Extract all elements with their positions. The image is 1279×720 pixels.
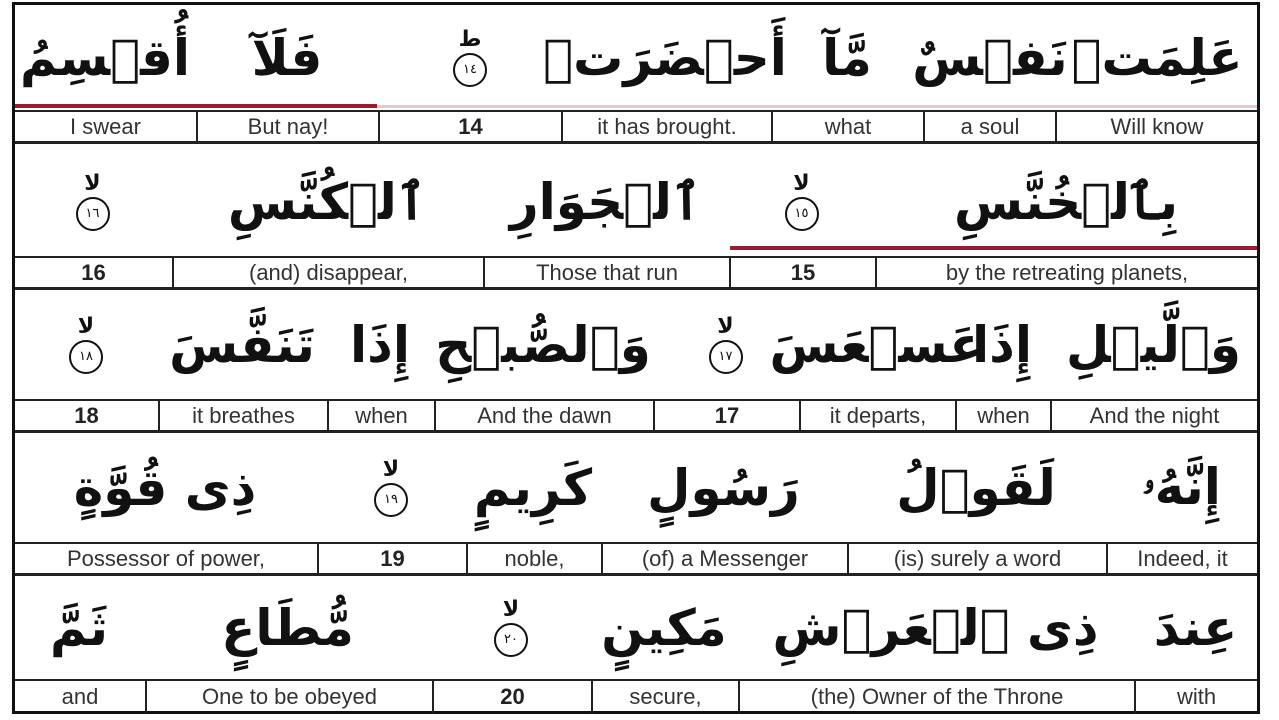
arabic-word: أُقۡسِمُ [20, 28, 190, 87]
arabic-word: إِذَا [350, 315, 410, 374]
translation-cell: secure, [591, 681, 738, 713]
arabic-word: نَفۡسٌ [912, 28, 1068, 87]
verse-number-cell: 14 [378, 112, 561, 141]
arabic-word: ذِى قُوَّةٍ [73, 458, 257, 517]
verse-number-circle: ١٥ [785, 197, 819, 231]
translation-cell: Those that run [483, 258, 729, 287]
translation-cell: But nay! [196, 112, 378, 141]
arabic-row [15, 290, 1257, 399]
verse-number-cell: 18 [74, 402, 99, 428]
quran-word-by-word-page [12, 2, 1260, 714]
translation-cell: noble, [466, 544, 601, 573]
waqf-sign: لا [77, 313, 95, 339]
verse-end-marker [380, 5, 560, 110]
verse-number-circle: ١٧ [709, 340, 743, 374]
waqf-sign: لا [84, 170, 101, 196]
arabic-word: ٱلۡجَوَارِ [509, 172, 702, 231]
translation-row [15, 542, 1257, 576]
verse-end-marker [729, 147, 874, 256]
waqf-sign: لا [382, 456, 400, 482]
translation-cell: (the) Owner of the Throne [738, 681, 1134, 713]
verse-number-circle: ٢٠ [494, 623, 528, 657]
verse-number-circle: ١٦ [76, 197, 110, 231]
arabic-row [15, 5, 1257, 110]
arabic-word: مَّآ [822, 28, 872, 87]
verse-block-1 [15, 5, 1257, 147]
verse-number-circle: ١٩ [374, 483, 408, 517]
translation-cell: And the dawn [434, 401, 653, 430]
verse-number-circle: ١٨ [69, 340, 103, 374]
translation-cell: and [61, 684, 99, 709]
red-underline [15, 104, 377, 108]
translation-cell: what [771, 112, 923, 141]
translation-cell: Will know [1055, 112, 1257, 141]
verse-end-marker [15, 290, 157, 399]
waqf-sign: ط [458, 26, 482, 52]
arabic-word: رَسُولٍ [647, 458, 800, 517]
arabic-word: إِذَا [972, 315, 1032, 374]
arabic-word: وَٱلصُّبۡحِ [435, 315, 651, 374]
arabic-word: وَٱلَّيۡلِ [1066, 315, 1241, 374]
translation-cell: Possessor of power, [66, 545, 266, 571]
translation-cell: (of) a Messenger [601, 544, 847, 573]
verse-number-cell: 16 [81, 259, 106, 285]
waqf-sign: لا [717, 313, 734, 339]
translation-cell: it has brought. [561, 112, 771, 141]
translation-cell: when [955, 401, 1050, 430]
arabic-word: إِنَّهُۥ [1142, 458, 1221, 516]
arabic-word: تَنَفَّسَ [169, 315, 315, 374]
verse-end-marker [432, 576, 590, 679]
verse-end-marker [15, 147, 170, 256]
verse-block-5 [15, 576, 1257, 714]
translation-cell: (is) surely a word [847, 544, 1106, 573]
arabic-word: لَقَوۡلُ [896, 458, 1056, 517]
verse-number-circle: ١٤ [453, 53, 487, 87]
waqf-sign: لا [502, 596, 520, 622]
translation-cell: by the retreating planets, [875, 258, 1257, 287]
translation-cell: when [327, 401, 434, 430]
arabic-word: ٱلۡكُنَّسِ [227, 172, 427, 231]
arabic-word: عِندَ [1153, 598, 1238, 657]
arabic-word: عَسۡعَسَ [769, 315, 984, 374]
arabic-word: أَحۡضَرَتۡ [543, 28, 787, 87]
translation-cell: a soul [923, 112, 1055, 141]
arabic-word: مَكِينٍ [601, 598, 727, 657]
translation-row [15, 679, 1257, 713]
arabic-word: فَلَآ [251, 28, 323, 87]
arabic-word: بِٱلۡخُنَّسِ [954, 172, 1178, 231]
verse-block-3 [15, 290, 1257, 433]
translation-cell: it breathes [158, 401, 327, 430]
translation-cell: Indeed, it [1106, 544, 1257, 573]
arabic-row [15, 147, 1257, 256]
translation-cell: And the night [1050, 401, 1257, 430]
translation-cell: (and) disappear, [172, 258, 483, 287]
verse-number-cell: 19 [317, 544, 466, 573]
verse-block-2 [15, 147, 1257, 290]
arabic-row [15, 576, 1257, 679]
waqf-sign: لا [793, 170, 810, 196]
arabic-word: كَرِيمٍ [473, 458, 593, 517]
arabic-word: مُّطَاعٍ [221, 598, 354, 657]
translation-cell: it departs, [799, 401, 955, 430]
arabic-word: ثَمَّ [50, 598, 108, 657]
translation-row [15, 256, 1257, 290]
arabic-row [15, 433, 1257, 542]
verse-number-cell: 20 [432, 681, 591, 713]
translation-cell: with [1134, 681, 1257, 713]
verse-block-4 [15, 433, 1257, 576]
verse-number-cell: 17 [653, 401, 799, 430]
arabic-word: ذِى ٱلۡعَرۡشِ [772, 598, 1099, 657]
faint-underline [377, 105, 1257, 108]
red-underline [730, 246, 1257, 250]
translation-row [15, 110, 1257, 144]
verse-number-cell: 15 [729, 258, 875, 287]
verse-end-marker [317, 433, 465, 542]
translation-row [15, 399, 1257, 433]
translation-cell: One to be obeyed [145, 681, 432, 713]
translation-cell: I swear [70, 113, 141, 139]
arabic-word: عَلِمَتۡ [1071, 28, 1243, 87]
